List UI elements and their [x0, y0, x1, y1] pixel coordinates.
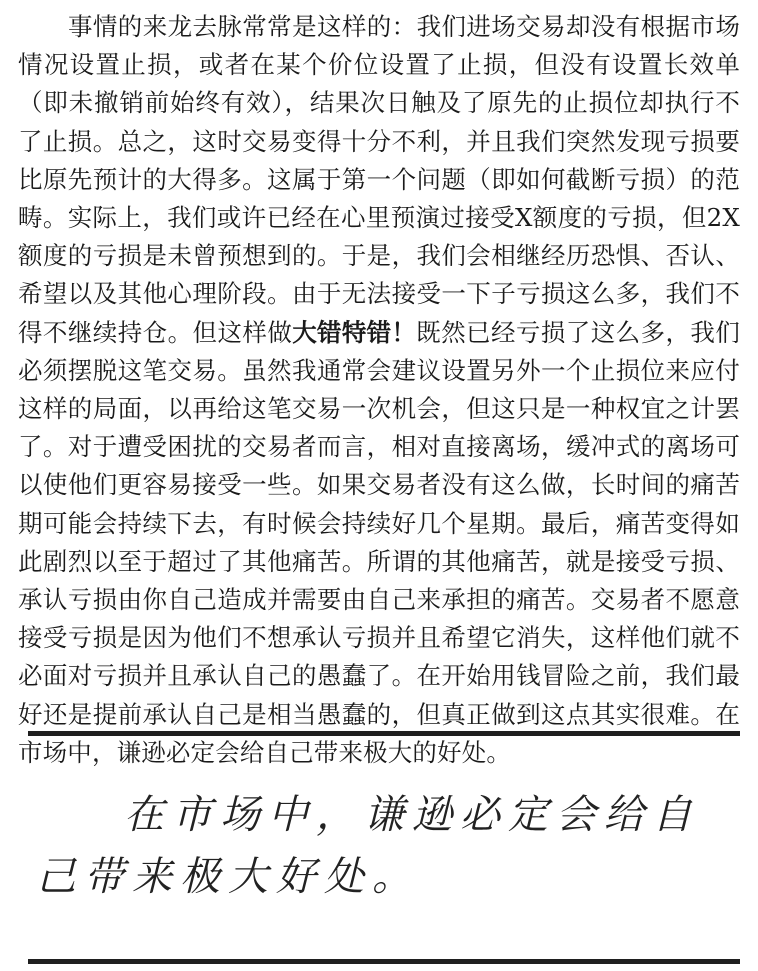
handwritten-quote: 在市场中，谦逊必定会给自己带来极大好处。: [36, 792, 700, 900]
bold-emphasis: 大错特错！: [292, 317, 417, 347]
paragraph-text-part2: 既然已经亏损了这么多，我们必须摆脱这笔交易。虽然我通常会建议设置另外一个止损位来应付这样的局面，以再给这笔交易一次机会，但这只是一种权宜之计罢了。对于遭受困扰的交易者而言，相对直接离场，缓冲式的离场可以使他们更容易接受一些。如果交易者没有这么做，长时间的痛苦期可能会持续下去，有时候会持续好几个星期。最后，痛苦变得如此剧烈以至于超过了其他痛苦。所谓的其他痛苦，就是接受亏损、承认亏损由你自己造成并需要由自己来承担的痛苦。交易者不愿意接受亏损是因为他们不想承认亏损并且希望它消失，这样他们就不必面对亏损并且承认自己的愚蠢了。在开始用钱冒险之前，我们最好还是提前承认自己是相当愚蠢的，但真正做到这点其实很难。在市场中，谦逊必定会给自己带来极大的好处。: [18, 317, 741, 767]
paragraph-text-part1: 事情的来龙去脉常常是这样的：我们进场交易却没有根据市场情况设置止损，或者在某个价位设置了止损，但没有设置长效单（即未撤销前始终有效），结果次日触及了原先的止损位却执行不了止损。总之，这时交易变得十分不利，并且我们突然发现亏损要比原先预计的大得多。这属于第一个问题（即如何截断亏损）的范畴。实际上，我们或许已经在心里预演过接受X额度的亏损，但2X额度的亏损是未曾预想到的。于是，我们会相继经历恐惧、否认、希望以及其他心理阶段。由于无法接受一下子亏损这么多，我们不得不继续持仓。但这样做: [18, 12, 740, 347]
top-divider-rule: [28, 731, 740, 736]
bottom-divider-rule: [28, 959, 740, 964]
body-paragraph: [18, 8, 740, 772]
